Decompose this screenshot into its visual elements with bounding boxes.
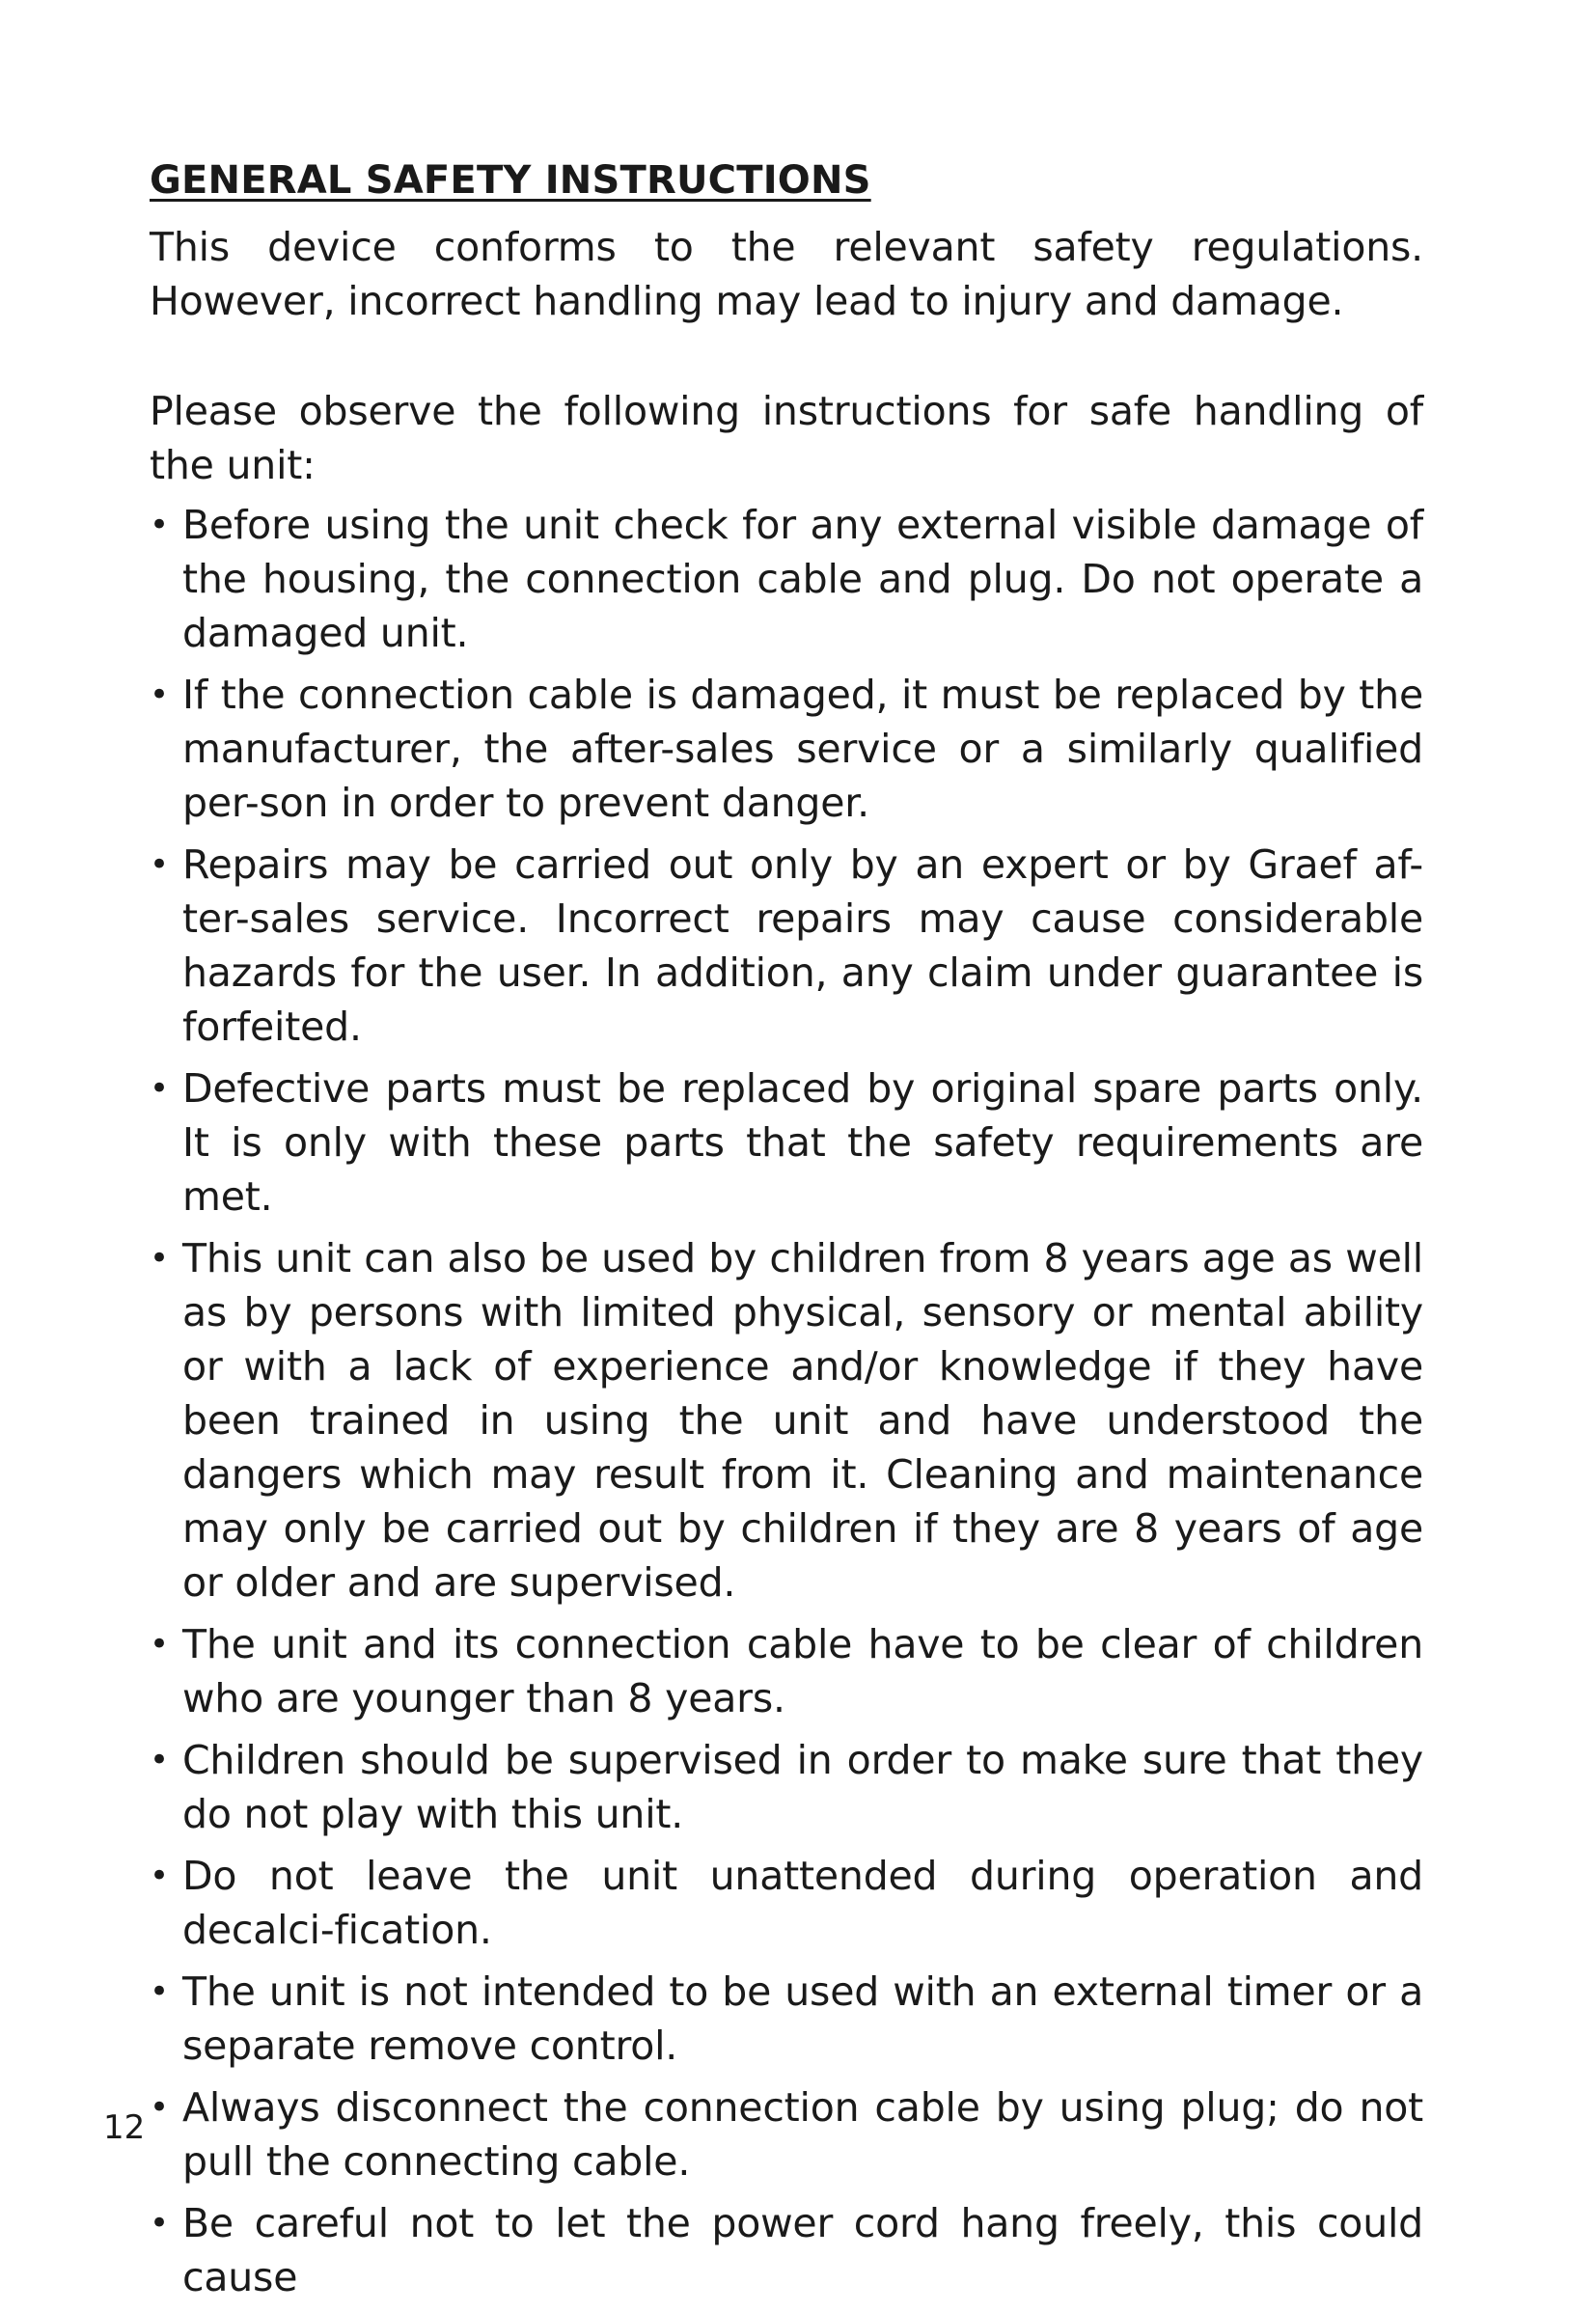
bullet-icon: • (150, 1069, 169, 1108)
document-page (150, 154, 1423, 2312)
page-number: 12 (103, 2108, 146, 2147)
bullet-icon: • (150, 1741, 169, 1779)
bullet-icon: • (150, 675, 169, 714)
bullet-icon: • (150, 1239, 169, 1278)
list-item-text: Before using the unit check for any external visible damage of the housing, the connection cable and plug. Do not operate a damaged unit. (182, 502, 1423, 656)
lead-paragraph: Please observe the following instructions for safe handling of the unit: (150, 388, 1423, 488)
list-item (150, 1965, 1423, 2073)
list-item-text: Children should be supervised in order to make sure that they do not play with this unit. (182, 1737, 1423, 1837)
list-item (150, 1061, 1423, 1224)
list-item (150, 2080, 1423, 2188)
safety-instruction-list (150, 498, 1423, 2304)
list-item-text: This unit can also be used by children from 8 years age as well as by persons with limited physical, sensory or mental ability or with a lack of experience and/or knowledge if they have been trained in using the unit and have understood the dangers which may result from it. Cleaning and maintenance may only be carried out by children if they are 8 years of age or older and are supervised. (182, 1235, 1423, 1606)
list-item-text: Do not leave the unit unattended during operation and decalci-fication. (182, 1853, 1423, 1953)
bullet-icon: • (150, 506, 169, 544)
list-item-text: The unit is not intended to be used with an external timer or a separate remove control. (182, 1968, 1423, 2069)
list-item-text: Defective parts must be replaced by original spare parts only. It is only with these parts that the safety requirements are met. (182, 1065, 1423, 1220)
section-heading: GENERAL SAFETY INSTRUCTIONS (150, 158, 871, 203)
list-item (150, 2196, 1423, 2304)
list-item-text: Repairs may be carried out only by an expert or by Graef af-ter-sales service. Incorrect repairs may cause considerable hazards for the user. In addition, any claim under guarantee is forfeited. (182, 841, 1423, 1050)
list-item (150, 1733, 1423, 1841)
bullet-icon: • (150, 1857, 169, 1895)
list-item (150, 498, 1423, 660)
bullet-icon: • (150, 2204, 169, 2243)
list-item (150, 838, 1423, 1054)
list-item (150, 668, 1423, 830)
list-item (150, 1849, 1423, 1957)
bullet-icon: • (150, 845, 169, 884)
bullet-icon: • (150, 2088, 169, 2127)
list-item-text: If the connection cable is damaged, it must be replaced by the manufacturer, the after-sales service or a similarly qualified per-son in order to prevent danger. (182, 672, 1423, 826)
list-item-text: Be careful not to let the power cord hang freely, this could cause (182, 2200, 1423, 2300)
intro-paragraph: This device conforms to the relevant safety regulations. However, incorrect handling may lead to injury and damage. (150, 224, 1423, 324)
list-item-text: The unit and its connection cable have to be clear of children who are younger than 8 years. (182, 1621, 1423, 1721)
bullet-icon: • (150, 1972, 169, 2011)
list-item (150, 1617, 1423, 1725)
list-item (150, 1231, 1423, 1610)
bullet-icon: • (150, 1625, 169, 1664)
list-item-text: Always disconnect the connection cable by using plug; do not pull the connecting cable. (182, 2084, 1423, 2185)
